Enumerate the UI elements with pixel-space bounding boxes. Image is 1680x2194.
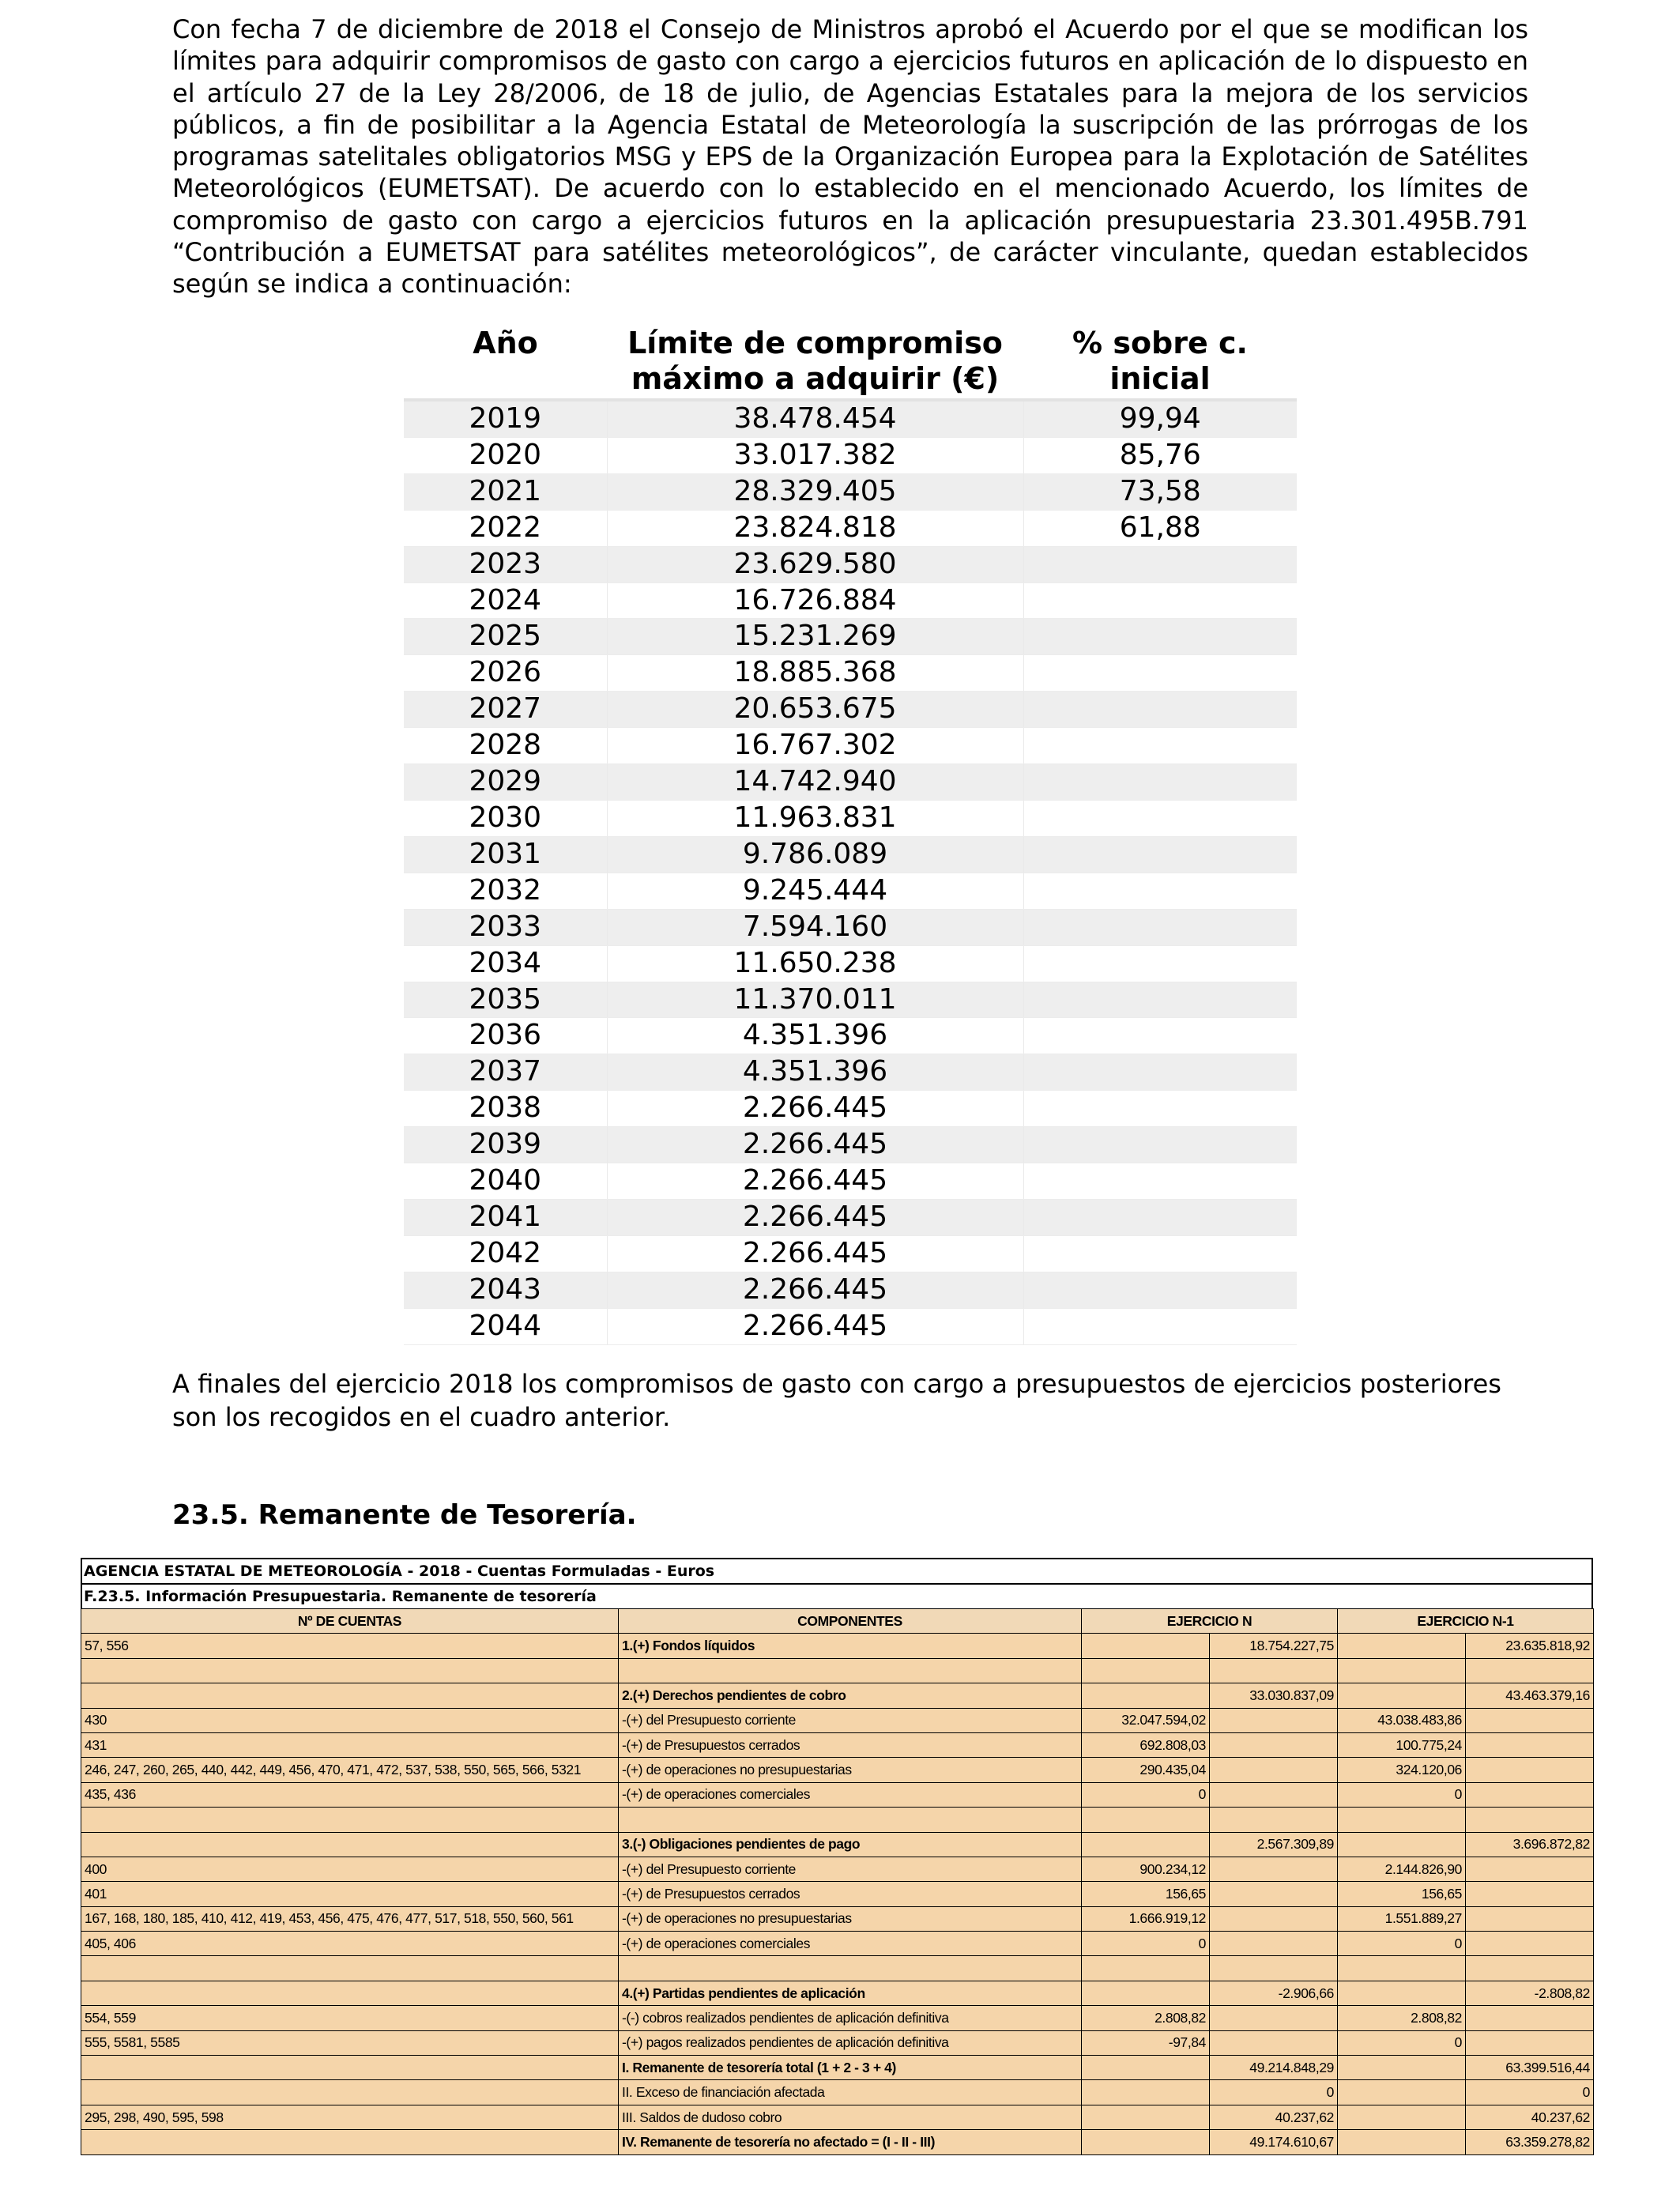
ejercicio-n-detail-cell: 0 (1082, 1782, 1210, 1807)
ejercicio-n1-detail-cell: 100.775,24 (1338, 1732, 1466, 1757)
ejercicio-n-detail-cell (1082, 2080, 1210, 2105)
percent-cell (1023, 1054, 1297, 1091)
ejercicio-n1-detail-cell: 2.144.826,90 (1338, 1857, 1466, 1881)
componente-cell (619, 1808, 1082, 1832)
ejercicio-n1-detail-cell (1338, 2080, 1466, 2105)
percent-cell (1023, 1163, 1297, 1200)
cuentas-cell: 167, 168, 180, 185, 410, 412, 419, 453, 456, 475, 476, 477, 517, 518, 550, 560, 561 (81, 1906, 619, 1931)
year-cell: 2038 (404, 1091, 607, 1127)
ejercicio-n-detail-cell: 692.808,03 (1082, 1732, 1210, 1757)
ejercicio-n-total-cell (1210, 2006, 1338, 2030)
componente-cell: -(+) de operaciones comerciales (619, 1782, 1082, 1807)
year-cell: 2037 (404, 1054, 607, 1091)
ejercicio-n1-total-cell: 0 (1466, 2080, 1594, 2105)
ejercicio-n-detail-cell (1082, 2130, 1210, 2154)
percent-cell (1023, 1091, 1297, 1127)
ejercicio-n1-total-cell (1466, 1732, 1594, 1757)
limit-cell: 11.963.831 (607, 800, 1023, 836)
componente-cell: -(+) de Presupuestos cerrados (619, 1882, 1082, 1906)
ejercicio-n-total-cell: -2.906,66 (1210, 1981, 1338, 2005)
ejercicio-n1-total-cell (1466, 1906, 1594, 1931)
ejercicio-n-detail-cell: 290.435,04 (1082, 1758, 1210, 1782)
percent-cell (1023, 1018, 1297, 1054)
ejercicio-n-total-cell (1210, 1857, 1338, 1881)
ejercicio-n-detail-cell: 900.234,12 (1082, 1857, 1210, 1881)
componente-cell (619, 1658, 1082, 1683)
ejercicio-n-detail-cell: 1.666.919,12 (1082, 1906, 1210, 1931)
remanente-row (81, 2030, 1594, 2055)
limit-cell: 7.594.160 (607, 909, 1023, 945)
componente-cell: II. Exceso de financiación afectada (619, 2080, 1082, 2105)
cuentas-cell (81, 1658, 619, 1683)
limit-cell: 15.231.269 (607, 619, 1023, 655)
year-cell: 2040 (404, 1163, 607, 1200)
componente-cell: -(+) de operaciones no presupuestarias (619, 1906, 1082, 1931)
remanente-table-container (81, 1558, 1593, 2155)
commitment-row (404, 1235, 1297, 1272)
commitment-row (404, 510, 1297, 546)
remanente-row (81, 1758, 1594, 1782)
year-cell: 2027 (404, 692, 607, 728)
ejercicio-n-detail-cell: 156,65 (1082, 1882, 1210, 1906)
componente-cell: 1.(+) Fondos líquidos (619, 1634, 1082, 1658)
remanente-row (81, 1634, 1594, 1658)
componente-cell: IV. Remanente de tesorería no afectado = (I - II - III) (619, 2130, 1082, 2154)
remanente-row (81, 1658, 1594, 1683)
percent-cell (1023, 1272, 1297, 1308)
remanente-row (81, 1882, 1594, 1906)
cuentas-cell: 57, 556 (81, 1634, 619, 1658)
ejercicio-n-total-cell: 49.174.610,67 (1210, 2130, 1338, 2154)
year-cell: 2029 (404, 764, 607, 801)
limit-cell: 2.266.445 (607, 1199, 1023, 1235)
ejercicio-n-detail-cell: -97,84 (1082, 2030, 1210, 2055)
componente-cell: -(+) de operaciones no presupuestarias (619, 1758, 1082, 1782)
remanente-row (81, 1956, 1594, 1981)
cuentas-cell: 435, 436 (81, 1782, 619, 1807)
commitment-limits-table (404, 326, 1297, 1345)
commitment-row (404, 945, 1297, 982)
commitment-row (404, 982, 1297, 1018)
percent-cell: 73,58 (1023, 473, 1297, 510)
cuentas-cell: 401 (81, 1882, 619, 1906)
commitment-row (404, 1091, 1297, 1127)
cuentas-cell (81, 1808, 619, 1832)
commitment-row (404, 1272, 1297, 1308)
commitment-row (404, 582, 1297, 619)
header-percent: % sobre c. inicial (1023, 326, 1297, 400)
cuentas-cell: 405, 406 (81, 1932, 619, 1956)
ejercicio-n1-detail-cell (1338, 1634, 1466, 1658)
cuentas-cell (81, 2130, 619, 2154)
ejercicio-n1-detail-cell (1338, 1808, 1466, 1832)
year-cell: 2021 (404, 473, 607, 510)
header-ejercicio-n: EJERCICIO N (1082, 1609, 1338, 1634)
ejercicio-n-total-cell: 33.030.837,09 (1210, 1683, 1338, 1708)
commitment-row (404, 909, 1297, 945)
limit-cell: 2.266.445 (607, 1272, 1023, 1308)
percent-cell (1023, 982, 1297, 1018)
cuentas-cell: 555, 5581, 5585 (81, 2030, 619, 2055)
ejercicio-n-total-cell (1210, 1708, 1338, 1732)
limit-cell: 18.885.368 (607, 655, 1023, 692)
limit-cell: 16.726.884 (607, 582, 1023, 619)
ejercicio-n1-total-cell (1466, 2030, 1594, 2055)
ejercicio-n1-total-cell (1466, 1857, 1594, 1881)
commitment-row (404, 473, 1297, 510)
ejercicio-n-total-cell (1210, 1932, 1338, 1956)
limit-cell: 2.266.445 (607, 1235, 1023, 1272)
commitment-row (404, 764, 1297, 801)
year-cell: 2034 (404, 945, 607, 982)
percent-cell (1023, 945, 1297, 982)
remanente-row (81, 2130, 1594, 2154)
ejercicio-n-total-cell (1210, 1906, 1338, 1931)
ejercicio-n-total-cell: 0 (1210, 2080, 1338, 2105)
limit-cell: 9.786.089 (607, 836, 1023, 873)
ejercicio-n-detail-cell (1082, 2056, 1210, 2080)
componente-cell: 3.(-) Obligaciones pendientes de pago (619, 1832, 1082, 1857)
commitment-row (404, 546, 1297, 582)
ejercicio-n1-detail-cell (1338, 1683, 1466, 1708)
year-cell: 2039 (404, 1127, 607, 1163)
header-ejercicio-n1: EJERCICIO N-1 (1338, 1609, 1594, 1634)
remanente-table (81, 1608, 1594, 2155)
ejercicio-n1-detail-cell: 156,65 (1338, 1882, 1466, 1906)
year-cell: 2042 (404, 1235, 607, 1272)
limit-cell: 38.478.454 (607, 400, 1023, 437)
limit-cell: 4.351.396 (607, 1054, 1023, 1091)
ejercicio-n1-total-cell: 63.399.516,44 (1466, 2056, 1594, 2080)
cuentas-cell: 246, 247, 260, 265, 440, 442, 449, 456, 470, 471, 472, 537, 538, 550, 565, 566, 5321 (81, 1758, 619, 1782)
ejercicio-n-total-cell (1210, 1758, 1338, 1782)
cuentas-cell: 295, 298, 490, 595, 598 (81, 2105, 619, 2129)
percent-cell (1023, 873, 1297, 909)
ejercicio-n1-total-cell (1466, 1658, 1594, 1683)
limit-cell: 4.351.396 (607, 1018, 1023, 1054)
ejercicio-n-total-cell (1210, 1782, 1338, 1807)
commitment-row (404, 655, 1297, 692)
commitment-row (404, 1054, 1297, 1091)
cuentas-cell: 554, 559 (81, 2006, 619, 2030)
percent-cell (1023, 1308, 1297, 1344)
ejercicio-n1-detail-cell: 324.120,06 (1338, 1758, 1466, 1782)
cuentas-cell: 400 (81, 1857, 619, 1881)
remanente-row (81, 1857, 1594, 1881)
ejercicio-n-detail-cell (1082, 1956, 1210, 1981)
commitment-row (404, 1163, 1297, 1200)
commitment-row (404, 400, 1297, 437)
ejercicio-n-detail-cell (1082, 1808, 1210, 1832)
limit-cell: 16.767.302 (607, 728, 1023, 764)
remanente-title: AGENCIA ESTATAL DE METEOROLOGÍA - 2018 - Cuentas Formuladas - Euros (81, 1558, 1593, 1583)
percent-cell (1023, 1235, 1297, 1272)
limit-cell: 11.370.011 (607, 982, 1023, 1018)
percent-cell (1023, 836, 1297, 873)
remanente-row (81, 2105, 1594, 2129)
year-cell: 2043 (404, 1272, 607, 1308)
ejercicio-n-total-cell: 18.754.227,75 (1210, 1634, 1338, 1658)
percent-cell (1023, 909, 1297, 945)
remanente-row (81, 1683, 1594, 1708)
componente-cell: I. Remanente de tesorería total (1 + 2 - 3 + 4) (619, 2056, 1082, 2080)
remanente-row (81, 1981, 1594, 2005)
remanente-row (81, 1906, 1594, 1931)
percent-cell (1023, 619, 1297, 655)
ejercicio-n1-detail-cell: 43.038.483,86 (1338, 1708, 1466, 1732)
ejercicio-n1-total-cell: 3.696.872,82 (1466, 1832, 1594, 1857)
ejercicio-n-detail-cell (1082, 1634, 1210, 1658)
header-year: Año (404, 326, 607, 400)
limit-cell: 14.742.940 (607, 764, 1023, 801)
cuentas-cell: 431 (81, 1732, 619, 1757)
remanente-row (81, 1832, 1594, 1857)
percent-cell (1023, 1127, 1297, 1163)
percent-cell (1023, 655, 1297, 692)
year-cell: 2025 (404, 619, 607, 655)
ejercicio-n1-total-cell (1466, 1956, 1594, 1981)
closing-paragraph: A finales del ejercicio 2018 los compromisos de gasto con cargo a presupuestos de ejercicios posteriores son los recogidos en el cuadro anterior. (172, 1369, 1501, 1432)
ejercicio-n-detail-cell (1082, 2105, 1210, 2129)
percent-cell (1023, 728, 1297, 764)
componente-cell: 2.(+) Derechos pendientes de cobro (619, 1683, 1082, 1708)
year-cell: 2041 (404, 1199, 607, 1235)
ejercicio-n1-total-cell (1466, 1708, 1594, 1732)
year-cell: 2024 (404, 582, 607, 619)
year-cell: 2035 (404, 982, 607, 1018)
remanente-header-row (81, 1609, 1594, 1634)
remanente-row (81, 1732, 1594, 1757)
remanente-row (81, 1808, 1594, 1832)
ejercicio-n1-total-cell: 40.237,62 (1466, 2105, 1594, 2129)
ejercicio-n1-detail-cell: 0 (1338, 1782, 1466, 1807)
limit-cell: 23.824.818 (607, 510, 1023, 546)
remanente-subtitle: F.23.5. Información Presupuestaria. Remanente de tesorería (81, 1583, 1593, 1608)
remanente-row (81, 2006, 1594, 2030)
percent-cell (1023, 1199, 1297, 1235)
ejercicio-n-total-cell (1210, 2030, 1338, 2055)
commitment-row (404, 1308, 1297, 1344)
percent-cell (1023, 692, 1297, 728)
componente-cell: -(+) del Presupuesto corriente (619, 1857, 1082, 1881)
componente-cell: -(+) de operaciones comerciales (619, 1932, 1082, 1956)
ejercicio-n-total-cell (1210, 1808, 1338, 1832)
ejercicio-n-detail-cell: 32.047.594,02 (1082, 1708, 1210, 1732)
componente-cell: -(+) de Presupuestos cerrados (619, 1732, 1082, 1757)
year-cell: 2022 (404, 510, 607, 546)
ejercicio-n1-total-cell (1466, 2006, 1594, 2030)
percent-cell: 99,94 (1023, 400, 1297, 437)
year-cell: 2033 (404, 909, 607, 945)
remanente-row (81, 1708, 1594, 1732)
ejercicio-n1-total-cell: 63.359.278,82 (1466, 2130, 1594, 2154)
limit-cell: 28.329.405 (607, 473, 1023, 510)
commitment-row (404, 836, 1297, 873)
ejercicio-n1-detail-cell (1338, 2056, 1466, 2080)
commitment-row (404, 728, 1297, 764)
ejercicio-n-total-cell: 2.567.309,89 (1210, 1832, 1338, 1857)
cuentas-cell (81, 1956, 619, 1981)
ejercicio-n-detail-cell (1082, 1981, 1210, 2005)
commitment-row (404, 1199, 1297, 1235)
cuentas-cell (81, 2056, 619, 2080)
header-componentes: COMPONENTES (619, 1609, 1082, 1634)
componente-cell: III. Saldos de dudoso cobro (619, 2105, 1082, 2129)
remanente-row (81, 1932, 1594, 1956)
year-cell: 2020 (404, 437, 607, 473)
commitment-row (404, 437, 1297, 473)
year-cell: 2032 (404, 873, 607, 909)
percent-cell (1023, 800, 1297, 836)
cuentas-cell: 430 (81, 1708, 619, 1732)
year-cell: 2026 (404, 655, 607, 692)
commitment-row (404, 873, 1297, 909)
ejercicio-n1-detail-cell (1338, 1956, 1466, 1981)
ejercicio-n1-detail-cell (1338, 1981, 1466, 2005)
ejercicio-n-detail-cell (1082, 1832, 1210, 1857)
percent-cell: 61,88 (1023, 510, 1297, 546)
year-cell: 2036 (404, 1018, 607, 1054)
commitment-row (404, 619, 1297, 655)
componente-cell: -(-) cobros realizados pendientes de aplicación definitiva (619, 2006, 1082, 2030)
year-cell: 2044 (404, 1308, 607, 1344)
limit-cell: 20.653.675 (607, 692, 1023, 728)
limit-cell: 11.650.238 (607, 945, 1023, 982)
ejercicio-n-total-cell (1210, 1658, 1338, 1683)
ejercicio-n1-total-cell: 23.635.818,92 (1466, 1634, 1594, 1658)
ejercicio-n1-total-cell: 43.463.379,16 (1466, 1683, 1594, 1708)
year-cell: 2019 (404, 400, 607, 437)
ejercicio-n-total-cell: 49.214.848,29 (1210, 2056, 1338, 2080)
year-cell: 2031 (404, 836, 607, 873)
ejercicio-n1-total-cell (1466, 1882, 1594, 1906)
year-cell: 2028 (404, 728, 607, 764)
cuentas-cell (81, 1981, 619, 2005)
cuentas-cell (81, 1683, 619, 1708)
ejercicio-n1-detail-cell (1338, 2130, 1466, 2154)
limit-cell: 2.266.445 (607, 1127, 1023, 1163)
cuentas-cell (81, 1832, 619, 1857)
ejercicio-n1-detail-cell: 0 (1338, 1932, 1466, 1956)
commitment-row (404, 1127, 1297, 1163)
ejercicio-n1-total-cell (1466, 1808, 1594, 1832)
cuentas-cell (81, 2080, 619, 2105)
componente-cell: -(+) del Presupuesto corriente (619, 1708, 1082, 1732)
header-cuentas: Nº DE CUENTAS (81, 1609, 619, 1634)
ejercicio-n-total-cell: 40.237,62 (1210, 2105, 1338, 2129)
ejercicio-n1-total-cell (1466, 1932, 1594, 1956)
ejercicio-n1-total-cell (1466, 1782, 1594, 1807)
percent-cell (1023, 546, 1297, 582)
commitment-header-row (404, 326, 1297, 400)
limit-cell: 2.266.445 (607, 1091, 1023, 1127)
componente-cell: 4.(+) Partidas pendientes de aplicación (619, 1981, 1082, 2005)
ejercicio-n-detail-cell: 2.808,82 (1082, 2006, 1210, 2030)
percent-cell (1023, 582, 1297, 619)
ejercicio-n-detail-cell (1082, 1658, 1210, 1683)
ejercicio-n1-detail-cell (1338, 1658, 1466, 1683)
ejercicio-n1-detail-cell: 2.808,82 (1338, 2006, 1466, 2030)
ejercicio-n-total-cell (1210, 1732, 1338, 1757)
remanente-row (81, 2056, 1594, 2080)
limit-cell: 9.245.444 (607, 873, 1023, 909)
year-cell: 2023 (404, 546, 607, 582)
remanente-row (81, 2080, 1594, 2105)
remanente-row (81, 1782, 1594, 1807)
ejercicio-n1-total-cell (1466, 1758, 1594, 1782)
limit-cell: 23.629.580 (607, 546, 1023, 582)
ejercicio-n1-total-cell: -2.808,82 (1466, 1981, 1594, 2005)
year-cell: 2030 (404, 800, 607, 836)
componente-cell (619, 1956, 1082, 1981)
ejercicio-n1-detail-cell (1338, 2105, 1466, 2129)
ejercicio-n-detail-cell: 0 (1082, 1932, 1210, 1956)
ejercicio-n1-detail-cell: 1.551.889,27 (1338, 1906, 1466, 1931)
commitment-row (404, 1018, 1297, 1054)
limit-cell: 2.266.445 (607, 1308, 1023, 1344)
header-limit: Límite de compromiso máximo a adquirir (€) (607, 326, 1023, 400)
commitment-row (404, 692, 1297, 728)
ejercicio-n1-detail-cell: 0 (1338, 2030, 1466, 2055)
commitment-row (404, 800, 1297, 836)
componente-cell: -(+) pagos realizados pendientes de aplicación definitiva (619, 2030, 1082, 2055)
ejercicio-n1-detail-cell (1338, 1832, 1466, 1857)
percent-cell: 85,76 (1023, 437, 1297, 473)
section-heading: 23.5. Remanente de Tesorería. (172, 1499, 637, 1531)
limit-cell: 2.266.445 (607, 1163, 1023, 1200)
percent-cell (1023, 764, 1297, 801)
limit-cell: 33.017.382 (607, 437, 1023, 473)
ejercicio-n-total-cell (1210, 1956, 1338, 1981)
intro-paragraph: Con fecha 7 de diciembre de 2018 el Consejo de Ministros aprobó el Acuerdo por el que se modifican los límites para adquirir compromisos de gasto con cargo a ejercicios futuros en aplicación de lo dispuesto en el artículo 27 de la Ley 28/2006, de 18 de julio, de Agencias Estatales para la mejora de los servicios públicos, a fin de posibilitar a la Agencia Estatal de Meteorología la suscripción de las prórrogas de los programas satelitales obligatorios MSG y EPS de la Organización Europea para la Explotación de Satélites Meteorológicos (EUMETSAT). De acuerdo con lo establecido en el mencionado Acuerdo, los límites de compromiso de gasto con cargo a ejercicios futuros en la aplicación presupuestaria 23.301.495B.791 “Contribución a EUMETSAT para satélites meteorológicos”, de carácter vinculante, quedan establecidos según se indica a continuación: (172, 14, 1528, 300)
ejercicio-n-detail-cell (1082, 1683, 1210, 1708)
ejercicio-n-total-cell (1210, 1882, 1338, 1906)
